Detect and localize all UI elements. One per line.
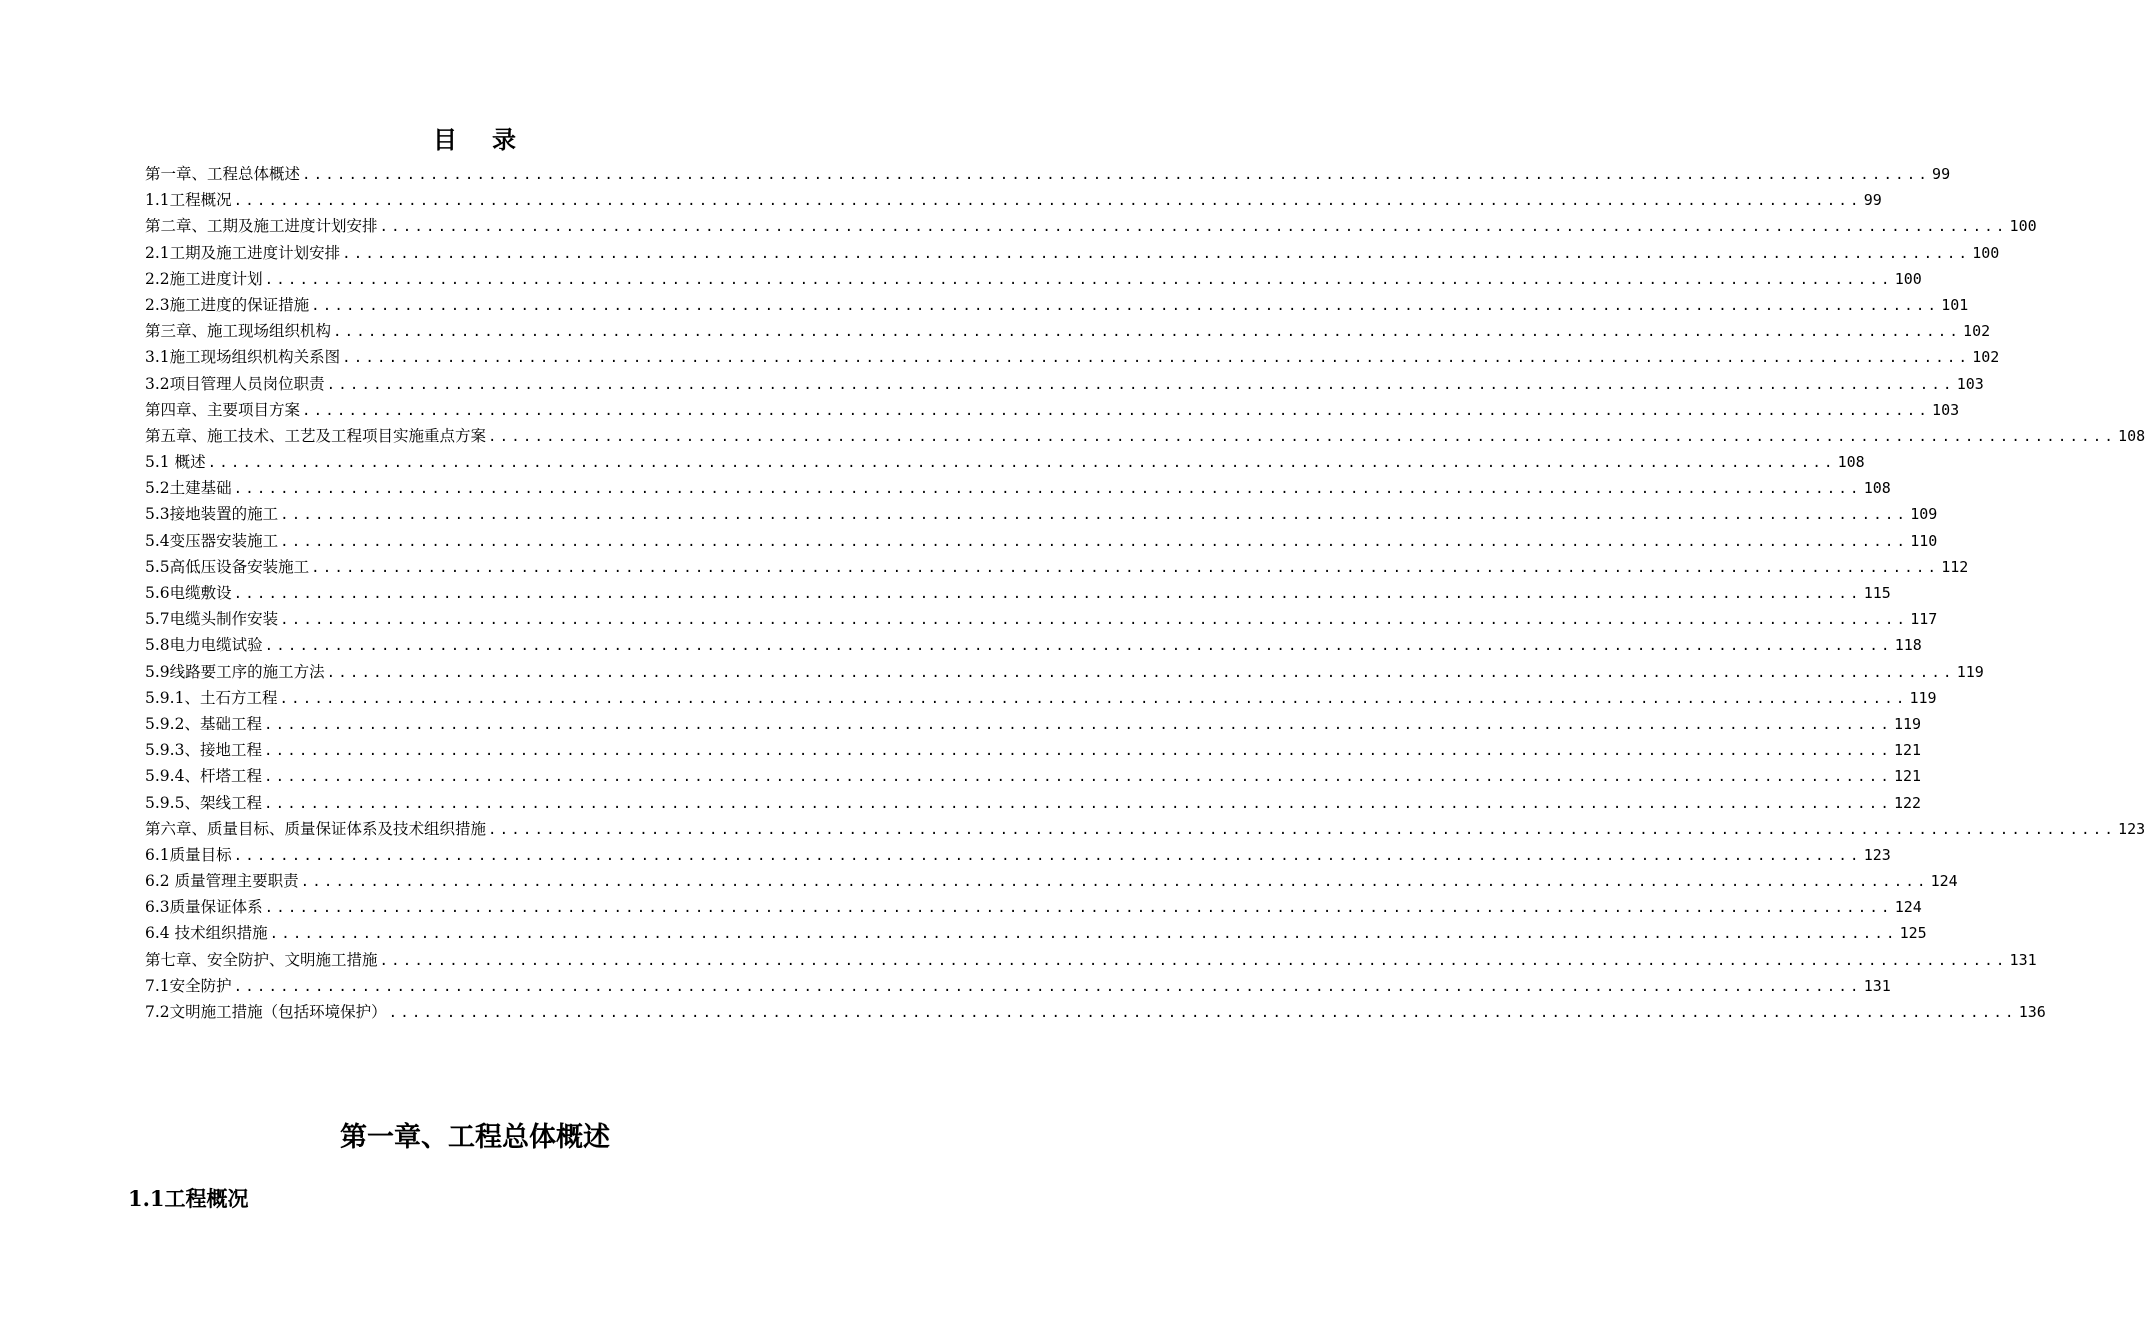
toc-entry-page-number: 112	[1941, 557, 1969, 576]
toc-entry[interactable]	[145, 240, 2000, 266]
toc-entry[interactable]	[145, 894, 1922, 920]
toc-entry-page-number: 100	[1972, 243, 2000, 262]
toc-entry-label: 6.1质量目标	[145, 845, 232, 864]
toc-entry-label: 第五章、施工技术、工艺及工程项目实施重点方案	[145, 426, 487, 445]
toc-entry-label: 6.2 质量管理主要职责	[145, 872, 299, 891]
toc-entry-page-number: 110	[1910, 531, 1938, 550]
toc-dot-leader: ............................................................................................................................................	[311, 559, 1940, 576]
toc-entry-label: 3.2项目管理人员岗位职责	[145, 374, 325, 393]
toc-entry[interactable]	[145, 763, 1922, 789]
toc-entry-page-number: 122	[1893, 793, 1922, 812]
toc-entry[interactable]	[145, 580, 1891, 606]
toc-dot-leader: ............................................................................................................................................	[263, 769, 1892, 786]
toc-dot-leader: ............................................................................................................................................	[300, 874, 1929, 891]
toc-entry-page-number: 99	[1863, 191, 1882, 210]
toc-entry-page-number: 123	[2118, 819, 2145, 838]
toc-entry-label: 5.9.1、土石方工程	[145, 688, 278, 707]
toc-entry[interactable]	[145, 213, 2037, 239]
toc-entry-page-number: 102	[1963, 322, 1991, 341]
toc-entry[interactable]	[145, 501, 1938, 527]
toc-entry[interactable]	[145, 371, 1984, 397]
toc-dot-leader: ............................................................................................................................................	[263, 743, 1892, 760]
toc-dot-leader: ............................................................................................................................................	[388, 1005, 2017, 1021]
toc-entry[interactable]	[145, 685, 1937, 711]
toc-entry[interactable]	[145, 920, 1927, 946]
toc-entry-page-number: 118	[1894, 636, 1922, 655]
toc-entry-label: 7.2文明施工措施（包括环境保护）	[145, 1003, 387, 1021]
toc-entry-label: 5.9.2、基础工程	[145, 714, 262, 733]
toc-entry-label: 5.7电缆头制作安装	[145, 610, 279, 629]
toc-dot-leader: ............................................................................................................................................	[326, 664, 1955, 681]
toc-entry-page-number: 117	[1910, 610, 1938, 629]
toc-dot-leader: ............................................................................................................................................	[233, 586, 1862, 602]
toc-entry[interactable]	[145, 947, 2037, 973]
toc-entry-label: 5.4变压器安装施工	[145, 531, 279, 550]
toc-entry-page-number: 119	[1893, 714, 1922, 733]
toc-entry-label: 第四章、主要项目方案	[145, 400, 301, 419]
toc-entry-label: 5.1 概述	[145, 453, 206, 472]
toc-entry-page-number: 121	[1893, 741, 1922, 760]
toc-entry[interactable]	[145, 632, 1922, 658]
toc-entry-page-number: 136	[2018, 1003, 2046, 1021]
toc-entry-page-number: 108	[1863, 479, 1891, 498]
toc-entry-page-number: 99	[1932, 165, 1951, 183]
toc-entry-label: 第六章、质量目标、质量保证体系及技术组织措施	[145, 819, 487, 838]
toc-entry[interactable]	[145, 344, 2000, 370]
toc-entry[interactable]	[145, 292, 1969, 318]
toc-title-right: 录	[492, 125, 517, 154]
toc-entry-label: 6.3质量保证体系	[145, 898, 263, 917]
toc-entry-page-number: 124	[1930, 872, 1958, 891]
toc-entry-label: 第一章、工程总体概述	[145, 165, 301, 183]
toc-entry-label: 5.8电力电缆试验	[145, 636, 263, 655]
toc-entry-label: 5.2土建基础	[145, 479, 232, 498]
toc-dot-leader: ............................................................................................................................................	[488, 428, 2117, 445]
toc-title-left: 目	[433, 125, 458, 154]
toc-entry-label: 第七章、安全防护、文明施工措施	[145, 950, 378, 969]
toc-entry-page-number: 108	[2118, 426, 2145, 445]
toc-entry[interactable]	[145, 449, 1865, 475]
toc-dot-leader: ............................................................................................................................................	[264, 900, 1893, 917]
toc-entry-page-number: 108	[1837, 453, 1865, 472]
toc-entry-label: 5.9线路要工序的施工方法	[145, 662, 325, 681]
toc-dot-leader: ............................................................................................................................................	[311, 297, 1940, 314]
toc-entry-label: 5.9.5、架线工程	[145, 793, 262, 812]
toc-entry-label: 5.9.3、接地工程	[145, 741, 262, 760]
toc-entry[interactable]	[145, 659, 1984, 685]
toc-dot-leader: ............................................................................................................................................	[342, 350, 1971, 367]
toc-entry[interactable]	[145, 161, 1951, 187]
toc-dot-leader: ............................................................................................................................................	[264, 638, 1893, 655]
toc-entry-page-number: 131	[1863, 976, 1891, 995]
toc-entry-label: 2.2施工进度计划	[145, 269, 263, 288]
toc-entry-page-number: 103	[1932, 400, 1960, 419]
toc-dot-leader: ............................................................................................................................................	[279, 690, 1908, 707]
toc-entry[interactable]	[145, 816, 2145, 842]
toc-entry-label: 1.1工程概况	[145, 191, 232, 210]
toc-dot-leader: ............................................................................................................................................	[233, 193, 1862, 210]
toc-entry-label: 第二章、工期及施工进度计划安排	[145, 217, 378, 236]
toc-entry-page-number: 103	[1956, 374, 1984, 393]
toc-dot-leader: ............................................................................................................................................	[302, 167, 1931, 183]
toc-entry[interactable]	[145, 737, 1922, 763]
toc-dot-leader: ............................................................................................................................................	[233, 978, 1862, 995]
toc-entry-label: 5.6电缆敷设	[145, 584, 232, 602]
toc-entry[interactable]	[145, 187, 1882, 213]
toc-entry-page-number: 119	[1909, 688, 1937, 707]
toc-entry-page-number: 115	[1863, 584, 1891, 602]
toc-dot-leader: ............................................................................................................................................	[326, 376, 1955, 393]
toc-entry-page-number: 101	[1941, 295, 1969, 314]
toc-dot-leader: ............................................................................................................................................	[263, 716, 1892, 733]
toc-entry-page-number: 131	[2009, 950, 2037, 969]
toc-dot-leader: ............................................................................................................................................	[207, 455, 1836, 472]
toc-dot-leader: ............................................................................................................................................	[379, 952, 2008, 969]
toc-entry-page-number: 124	[1894, 898, 1922, 917]
toc-entry[interactable]	[145, 973, 1891, 999]
chapter-heading: 第一章、工程总体概述	[340, 1122, 610, 1153]
toc-entry-label: 5.3接地装置的施工	[145, 505, 279, 524]
toc-entry[interactable]	[145, 318, 1991, 344]
toc-dot-leader: ............................................................................................................................................	[302, 402, 1931, 419]
toc-dot-leader: ............................................................................................................................................	[233, 847, 1862, 864]
toc-entry-label: 2.3施工进度的保证措施	[145, 295, 310, 314]
toc-entry-label: 3.1施工现场组织机构关系图	[145, 348, 341, 367]
toc-dot-leader: ............................................................................................................................................	[233, 481, 1862, 498]
section-heading: 1.1工程概况	[128, 1186, 249, 1211]
toc-entry-page-number: 102	[1972, 348, 2000, 367]
toc-dot-leader: ............................................................................................................................................	[280, 507, 1909, 524]
toc-entry-page-number: 125	[1899, 924, 1927, 943]
toc-entry[interactable]	[145, 397, 1960, 423]
toc-entry[interactable]	[145, 711, 1922, 737]
toc-entry[interactable]	[145, 999, 2046, 1025]
toc-entry[interactable]	[145, 475, 1891, 501]
toc-dot-leader: ............................................................................................................................................	[488, 821, 2117, 838]
toc-entry[interactable]	[145, 528, 1938, 554]
toc-entry[interactable]	[145, 868, 1958, 894]
toc-entry-page-number: 109	[1910, 505, 1938, 524]
toc-entry-page-number: 121	[1893, 767, 1922, 786]
toc-entry-label: 5.5高低压设备安装施工	[145, 557, 310, 576]
toc-dot-leader: ............................................................................................................................................	[269, 926, 1898, 943]
toc-entry-label: 7.1安全防护	[145, 976, 232, 995]
toc-entry[interactable]	[145, 842, 1891, 868]
toc-dot-leader: ............................................................................................................................................	[280, 533, 1909, 550]
toc-entry-label: 2.1工期及施工进度计划安排	[145, 243, 341, 262]
toc-dot-leader: ............................................................................................................................................	[263, 795, 1892, 812]
toc-dot-leader: ............................................................................................................................................	[379, 219, 2008, 236]
toc-title	[0, 120, 950, 155]
toc-dot-leader: ............................................................................................................................................	[264, 271, 1893, 288]
toc-entry[interactable]	[145, 423, 2145, 449]
toc-dot-leader: ............................................................................................................................................	[333, 324, 1962, 341]
toc-entry-label: 第三章、施工现场组织机构	[145, 322, 332, 341]
toc-entry[interactable]	[145, 790, 1922, 816]
toc-entry-label: 5.9.4、杆塔工程	[145, 767, 262, 786]
toc-entry[interactable]	[145, 554, 1969, 580]
toc-dot-leader: ............................................................................................................................................	[280, 612, 1909, 629]
toc-entry-page-number: 100	[1894, 269, 1922, 288]
toc-entry[interactable]	[145, 266, 1922, 292]
toc-entry-page-number: 119	[1956, 662, 1984, 681]
toc-entry-page-number: 123	[1863, 845, 1891, 864]
toc-entry[interactable]	[145, 606, 1938, 632]
toc-dot-leader: ............................................................................................................................................	[342, 245, 1971, 262]
toc-entry-label: 6.4 技术组织措施	[145, 924, 268, 943]
toc-entry-page-number: 100	[2009, 217, 2037, 236]
table-of-contents	[145, 161, 2145, 1025]
